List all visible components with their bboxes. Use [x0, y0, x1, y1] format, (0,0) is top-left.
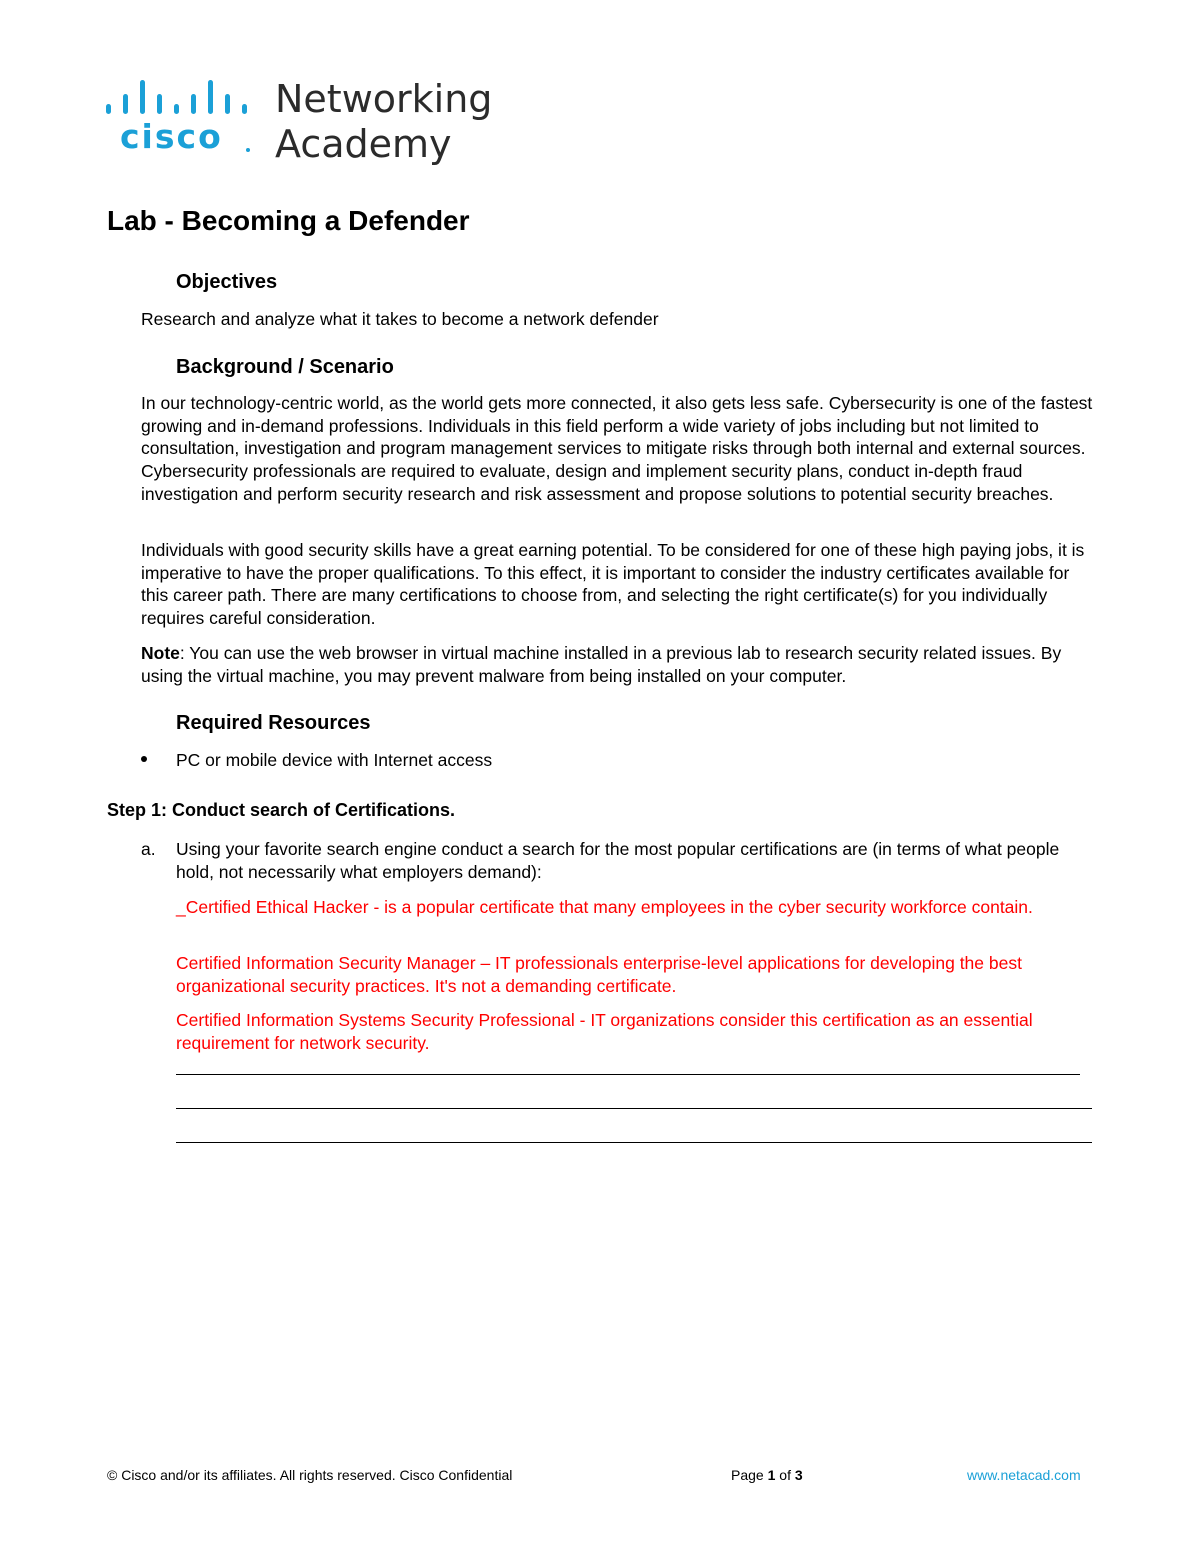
- cisco-networking-academy-logo: [106, 76, 506, 176]
- logo-bar: [140, 80, 145, 114]
- answer-line: [176, 1108, 1092, 1109]
- item-a-text: Using your favorite search engine conduct a search for the most popular certifications are (in terms of what people hold, not necessarily what employers demand):: [176, 839, 1060, 882]
- page-title: Lab - Becoming a Defender: [107, 205, 470, 236]
- item-a-letter: a.: [141, 839, 156, 859]
- note-paragraph: [141, 642, 1096, 687]
- logo-bar: [157, 94, 162, 114]
- background-heading: Background / Scenario: [176, 356, 394, 378]
- logo-bar: [191, 94, 196, 114]
- page-total: 3: [794, 1467, 803, 1483]
- logo-bar: [242, 104, 247, 114]
- note-text: : You can use the web browser in virtual machine installed in a previous lab to research security related issues. By using the virtual machine, you may prevent malware from being installed on your computer.: [141, 643, 1062, 686]
- cisco-wordmark-dot: [246, 148, 250, 152]
- bullet-icon: [141, 756, 147, 762]
- logo-bar: [208, 80, 213, 114]
- answer-line: [176, 1074, 1080, 1075]
- page-prefix: Page: [731, 1467, 768, 1483]
- resources-heading: Required Resources: [176, 712, 371, 734]
- background-paragraph-2: Individuals with good security skills have a great earning potential. To be considered for one of these high paying jobs, it is imperative to have the proper qualifications. To this effect, it is important to consider the industry certificates available for this career path. There are many certifications to choose from, and selecting the right certificate(s) for you individually requires careful consideration.: [141, 540, 1085, 629]
- cisco-wordmark: cisco: [120, 117, 223, 156]
- step-1-heading: Step 1: Conduct search of Certifications.: [107, 800, 456, 820]
- logo-academy-text: Academy: [275, 122, 452, 166]
- cisco-bars-icon: [106, 80, 266, 114]
- answer-2-text: Certified Information Security Manager – IT professionals enterprise-level applications for developing the best organizational security practices. It's not a demanding certificate.: [176, 953, 1022, 996]
- resource-item-text: PC or mobile device with Internet access: [176, 750, 493, 770]
- logo-bar: [106, 104, 111, 114]
- note-label: Note: [141, 643, 180, 663]
- logo-bar: [225, 94, 230, 114]
- objectives-heading: Objectives: [176, 271, 278, 293]
- page-mid: of: [775, 1467, 795, 1483]
- answer-line: [176, 1142, 1092, 1143]
- objectives-text: Research and analyze what it takes to become a network defender: [141, 309, 659, 329]
- logo-bar: [174, 104, 179, 114]
- footer-copyright: © Cisco and/or its affiliates. All rights reserved. Cisco Confidential: [107, 1467, 513, 1483]
- footer-page-number: [731, 1466, 803, 1484]
- background-paragraph-1: In our technology-centric world, as the world gets more connected, it also gets less safe. Cybersecurity is one of the fastest growing and in-demand professions. Individuals in this field perform a wide variety of jobs including but not limited to consultation, investigation and program management services to mitigate risks through both internal and external sources. Cybersecurity professionals are required to evaluate, design and implement security plans, conduct in-depth fraud investigation and perform security research and risk assessment and propose solutions to potential security breaches.: [141, 393, 1093, 504]
- answer-1-text: _Certified Ethical Hacker - is a popular certificate that many employees in the cyber security workforce contain.: [176, 897, 1033, 917]
- logo-networking-text: Networking: [275, 77, 493, 121]
- page-current: 1: [767, 1467, 776, 1483]
- logo-bar: [123, 94, 128, 114]
- answer-3-text: Certified Information Systems Security Professional - IT organizations consider this certification as an essential requirement for network security.: [176, 1010, 1033, 1053]
- footer-website-link[interactable]: www.netacad.com: [967, 1467, 1081, 1483]
